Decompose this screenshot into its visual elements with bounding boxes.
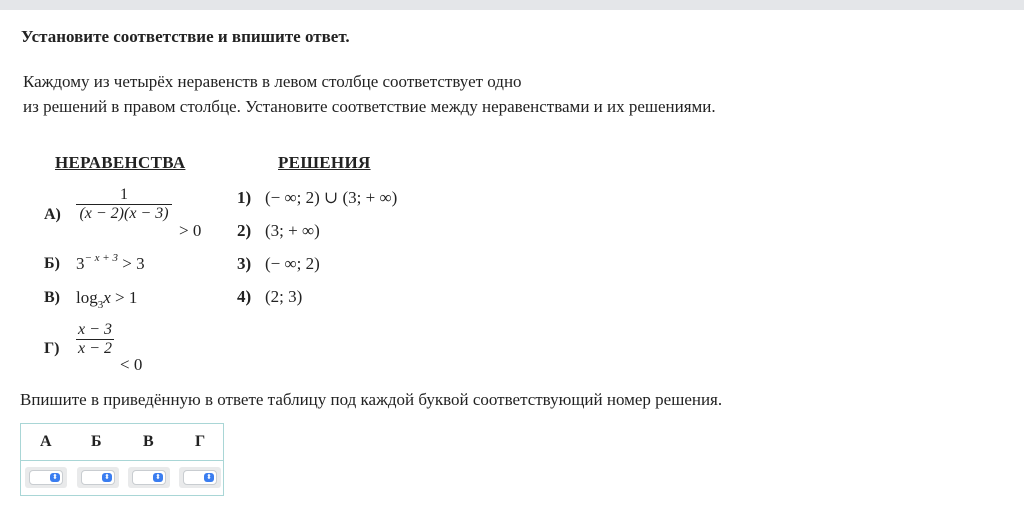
- inequalities-header: НЕРАВЕНСТВА: [55, 153, 186, 172]
- log-argument: x: [103, 288, 111, 307]
- log-base: 3: [97, 299, 104, 311]
- column-letter: Б: [91, 433, 102, 450]
- solution-item: [237, 287, 302, 307]
- solution-text: (3; + ∞): [265, 221, 320, 240]
- inequality-g-fraction: [76, 321, 114, 358]
- inequality-a-rhs: > 0: [179, 221, 202, 240]
- select-box[interactable]: [29, 470, 63, 485]
- chevron-updown-icon[interactable]: ⬍: [50, 473, 60, 482]
- inequality-g-rhs: < 0: [120, 355, 143, 374]
- log-function: log: [76, 288, 98, 307]
- select-box[interactable]: [81, 470, 115, 485]
- answer-select-g[interactable]: [179, 467, 221, 488]
- inequality-b-expression: [76, 254, 145, 274]
- inequality-v-letter: В): [44, 289, 60, 306]
- chevron-updown-icon[interactable]: ⬍: [102, 473, 112, 482]
- answer-table-header: [21, 424, 223, 461]
- column-letter: В: [143, 433, 154, 450]
- intro-line: Каждому из четырёх неравенств в левом столбце соответствует одно: [23, 72, 522, 91]
- top-bar: [0, 0, 1024, 10]
- solution-item: [237, 254, 320, 274]
- inequality-b-rhs: > 3: [122, 254, 145, 273]
- solutions-header: РЕШЕНИЯ: [278, 153, 371, 172]
- task-intro: [23, 69, 716, 119]
- task-title: Установите соответствие и впишите ответ.: [21, 27, 350, 46]
- column-letter: Г: [195, 433, 206, 450]
- inequality-v-expression: [76, 288, 138, 311]
- chevron-updown-icon[interactable]: ⬍: [153, 473, 163, 482]
- column-letter: А: [40, 433, 52, 450]
- inequality-v-rhs: > 1: [115, 288, 138, 307]
- inequality-g-letter: Г): [44, 340, 60, 357]
- inequality-a-letter: А): [44, 206, 61, 223]
- answer-select-a[interactable]: [25, 467, 67, 488]
- answer-select-b[interactable]: [77, 467, 119, 488]
- solution-text: (− ∞; 2) ∪ (3; + ∞): [265, 188, 398, 207]
- solution-text: (2; 3): [265, 287, 303, 306]
- inequality-b-letter: Б): [44, 255, 60, 272]
- solution-number: 1): [237, 188, 252, 207]
- chevron-updown-icon[interactable]: ⬍: [204, 473, 214, 482]
- fraction-denominator: x − 2: [78, 340, 112, 357]
- fraction-numerator: x − 3: [78, 321, 112, 338]
- select-box[interactable]: [183, 470, 217, 485]
- fraction-numerator: 1: [120, 186, 128, 203]
- power-exponent: − x + 3: [84, 252, 118, 264]
- intro-line: из решений в правом столбце. Установите соответствие между неравенствами и их решениями.: [23, 97, 716, 116]
- solution-item: [237, 188, 397, 208]
- solution-item: [237, 221, 320, 241]
- fraction-denominator: (x − 2)(x − 3): [79, 205, 169, 222]
- solution-text: (− ∞; 2): [265, 254, 320, 273]
- inequality-a-fraction: [76, 186, 172, 223]
- answer-instruction: Впишите в приведённую в ответе таблицу под каждой буквой соответствующий номер решения.: [20, 390, 723, 409]
- answer-select-v[interactable]: [128, 467, 170, 488]
- solution-number: 4): [237, 287, 252, 306]
- power-base: 3: [76, 254, 85, 273]
- solution-number: 3): [237, 254, 252, 273]
- select-box[interactable]: [132, 470, 166, 485]
- solution-number: 2): [237, 221, 252, 240]
